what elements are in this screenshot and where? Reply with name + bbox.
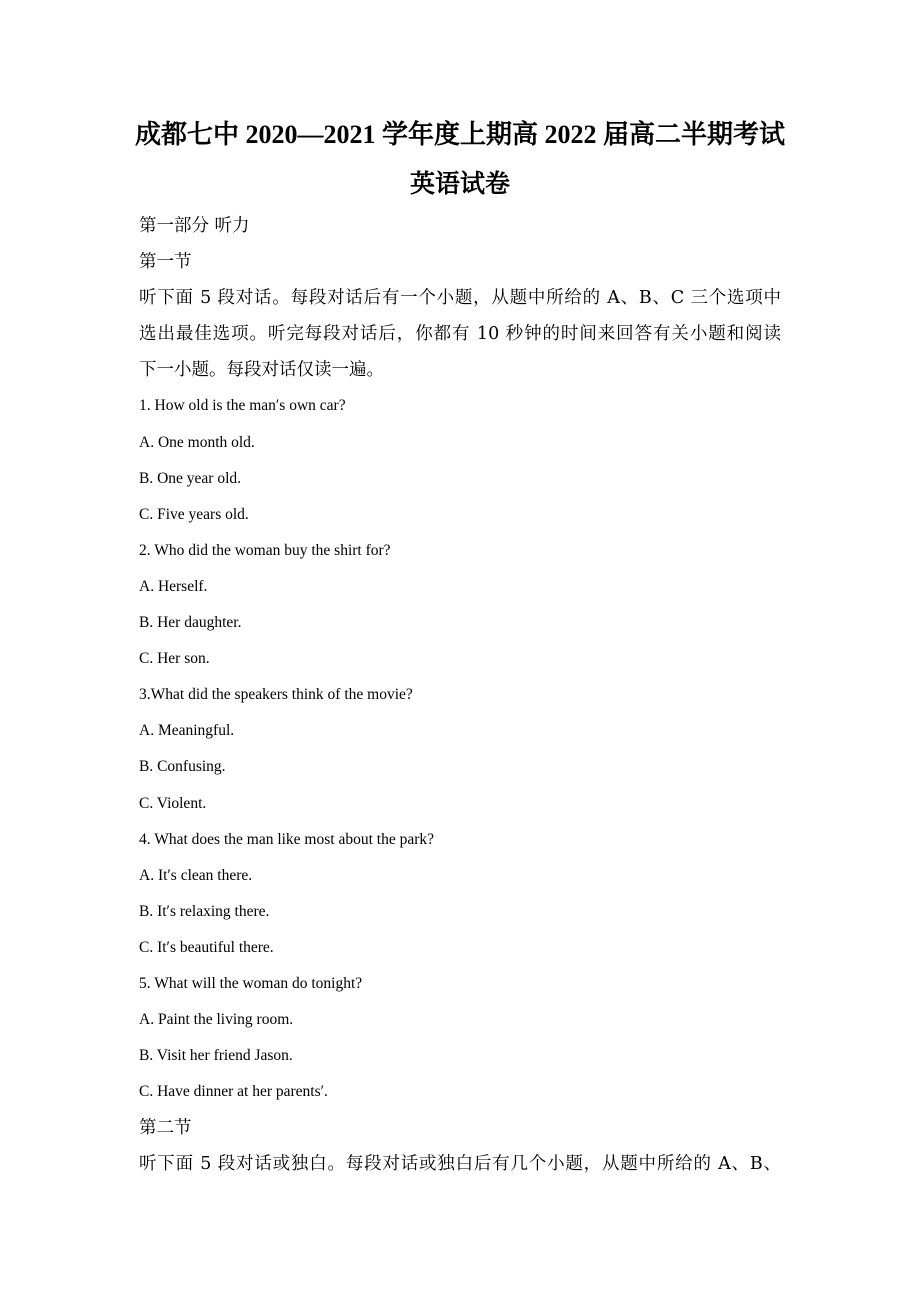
- question: 1. How old is the man′s own car?: [139, 397, 346, 415]
- question: 5. What will the woman do tonight?: [139, 974, 363, 992]
- instruction-line: 下一小题。每段对话仅读一遍。: [139, 360, 384, 381]
- option: C. It′s beautiful there.: [139, 938, 274, 956]
- option: B. Confusing.: [139, 758, 226, 776]
- section-heading: 第二节: [139, 1118, 192, 1139]
- instruction-line: 听下面 5 段对话。每段对话后有一个小题，从题中所给的 A、B、C 三个选项中: [139, 288, 781, 309]
- option: A. Paint the living room.: [139, 1011, 294, 1029]
- instruction-line: 选出最佳选项。听完每段对话后，你都有 10 秒钟的时间来回答有关小题和阅读: [139, 324, 781, 345]
- option: A. Herself.: [139, 577, 208, 595]
- document-subtitle: 英语试卷: [409, 171, 510, 198]
- option: A. It′s clean there.: [139, 866, 253, 884]
- option: C. Her son.: [139, 650, 210, 668]
- question: 2. Who did the woman buy the shirt for?: [139, 541, 391, 559]
- document-title: 成都七中 2020—2021 学年度上期高 2022 届高二半期考试: [134, 120, 785, 149]
- option: A. Meaningful.: [139, 722, 235, 740]
- option: B. One year old.: [139, 469, 242, 487]
- question: 3.What did the speakers think of the movie?: [139, 686, 413, 704]
- document-body: [139, 208, 781, 1183]
- option: C. Five years old.: [139, 505, 249, 523]
- instruction-line: 听下面 5 段对话或独白。每段对话或独白后有几个小题，从题中所给的 A、B、: [139, 1154, 781, 1175]
- option: B. Her daughter.: [139, 614, 242, 632]
- option: B. It′s relaxing there.: [139, 902, 270, 920]
- option: C. Violent.: [139, 794, 207, 812]
- section-heading: 第一节: [139, 252, 192, 273]
- part-heading: 第一部分 听力: [139, 216, 250, 236]
- option: B. Visit her friend Jason.: [139, 1047, 293, 1065]
- question: 4. What does the man like most about the park?: [139, 830, 434, 848]
- option: A. One month old.: [139, 433, 255, 451]
- option: C. Have dinner at her parents′.: [139, 1083, 328, 1101]
